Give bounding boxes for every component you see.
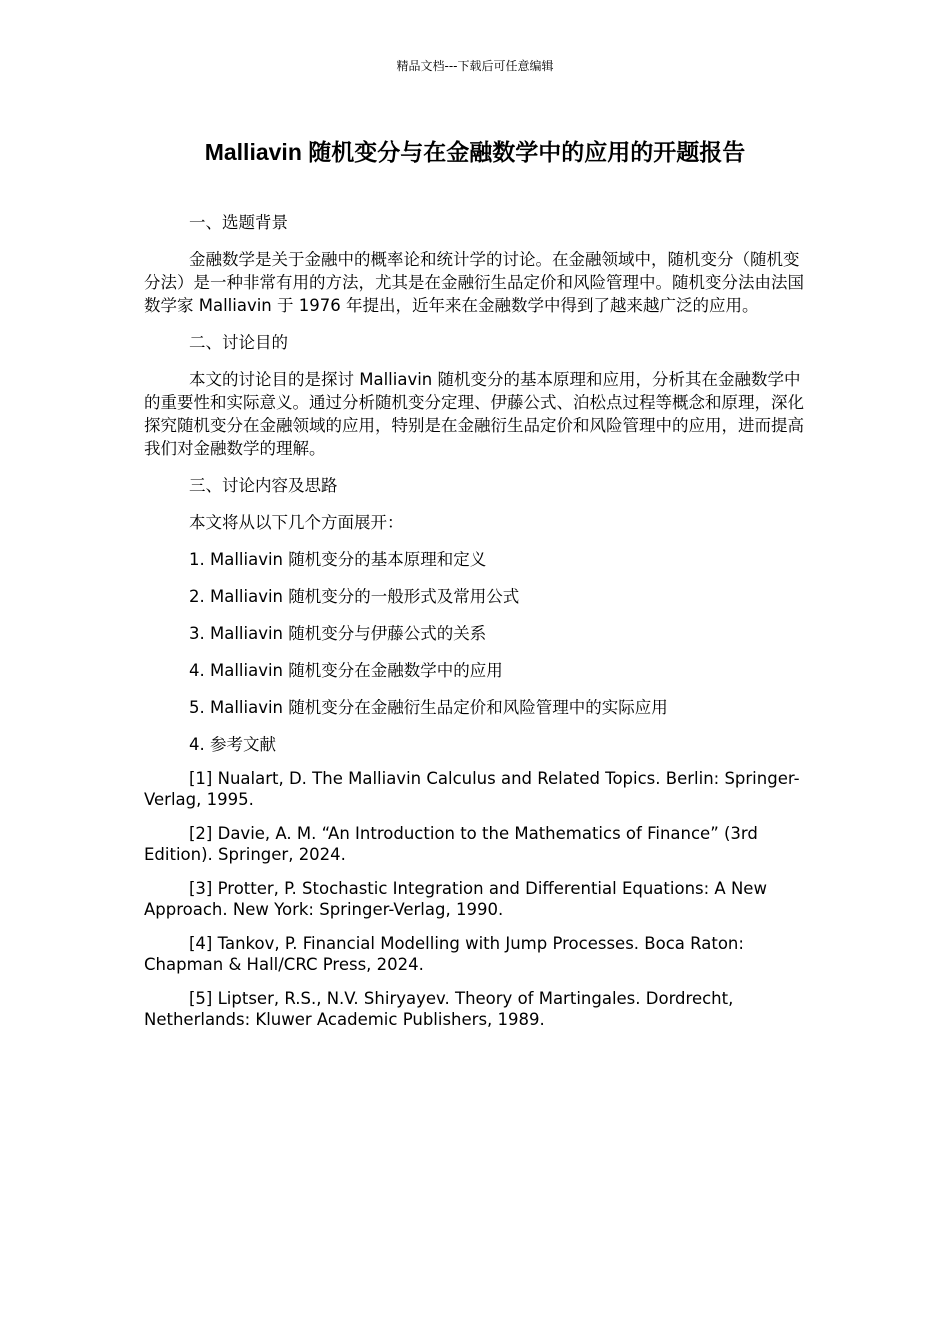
document-body	[144, 211, 806, 1043]
content-list-item: 1. Malliavin 随机变分的基本原理和定义	[189, 550, 487, 569]
reference-item: [2] Davie, A. M. “An Introduction to the Mathematics of Finance” (3rd Edition). Springer, 2024.	[144, 824, 758, 864]
content-list-item: 5. Malliavin 随机变分在金融衍生品定价和风险管理中的实际应用	[189, 698, 668, 717]
section-heading-purpose: 二、讨论目的	[189, 333, 288, 352]
document-title: Malliavin 随机变分与在金融数学中的应用的开题报告	[204, 139, 746, 165]
reference-item: [4] Tankov, P. Financial Modelling with Jump Processes. Boca Raton: Chapman & Hall/CRC Press, 2024.	[144, 934, 744, 974]
section-body-purpose: 本文的讨论目的是探讨 Malliavin 随机变分的基本原理和应用，分析其在金融数学中的重要性和实际意义。通过分析随机变分定理、伊藤公式、泊松点过程等概念和原理，深化探究随机变分在金融领域的应用，特别是在金融衍生品定价和风险管理中的应用，进而提高我们对金融数学的理解。	[144, 370, 804, 458]
references-heading: 4. 参考文献	[189, 735, 276, 754]
reference-item: [5] Liptser, R.S., N.V. Shiryayev. Theory of Martingales. Dordrecht, Netherlands: Kluwer Academic Publishers, 1989.	[144, 989, 734, 1029]
section-heading-background: 一、选题背景	[189, 213, 288, 232]
page-header-watermark: 精品文档---下载后可任意编辑	[396, 59, 554, 73]
reference-item: [1] Nualart, D. The Malliavin Calculus and Related Topics. Berlin: Springer-Verlag, 1995.	[144, 769, 800, 809]
section-intro-content: 本文将从以下几个方面展开：	[189, 513, 404, 532]
content-list-item: 4. Malliavin 随机变分在金融数学中的应用	[189, 661, 503, 680]
content-list-item: 2. Malliavin 随机变分的一般形式及常用公式	[189, 587, 520, 606]
section-body-background: 金融数学是关于金融中的概率论和统计学的讨论。在金融领域中，随机变分（随机变分法）是一种非常有用的方法，尤其是在金融衍生品定价和风险管理中。随机变分法由法国数学家 Malliavin 于 1976 年提出，近年来在金融数学中得到了越来越广泛的应用。	[144, 250, 804, 315]
content-list-item: 3. Malliavin 随机变分与伊藤公式的关系	[189, 624, 487, 643]
reference-item: [3] Protter, P. Stochastic Integration and Differential Equations: A New Approach. New York: Springer-Verlag, 1990.	[144, 879, 767, 919]
section-heading-content: 三、讨论内容及思路	[189, 476, 338, 495]
